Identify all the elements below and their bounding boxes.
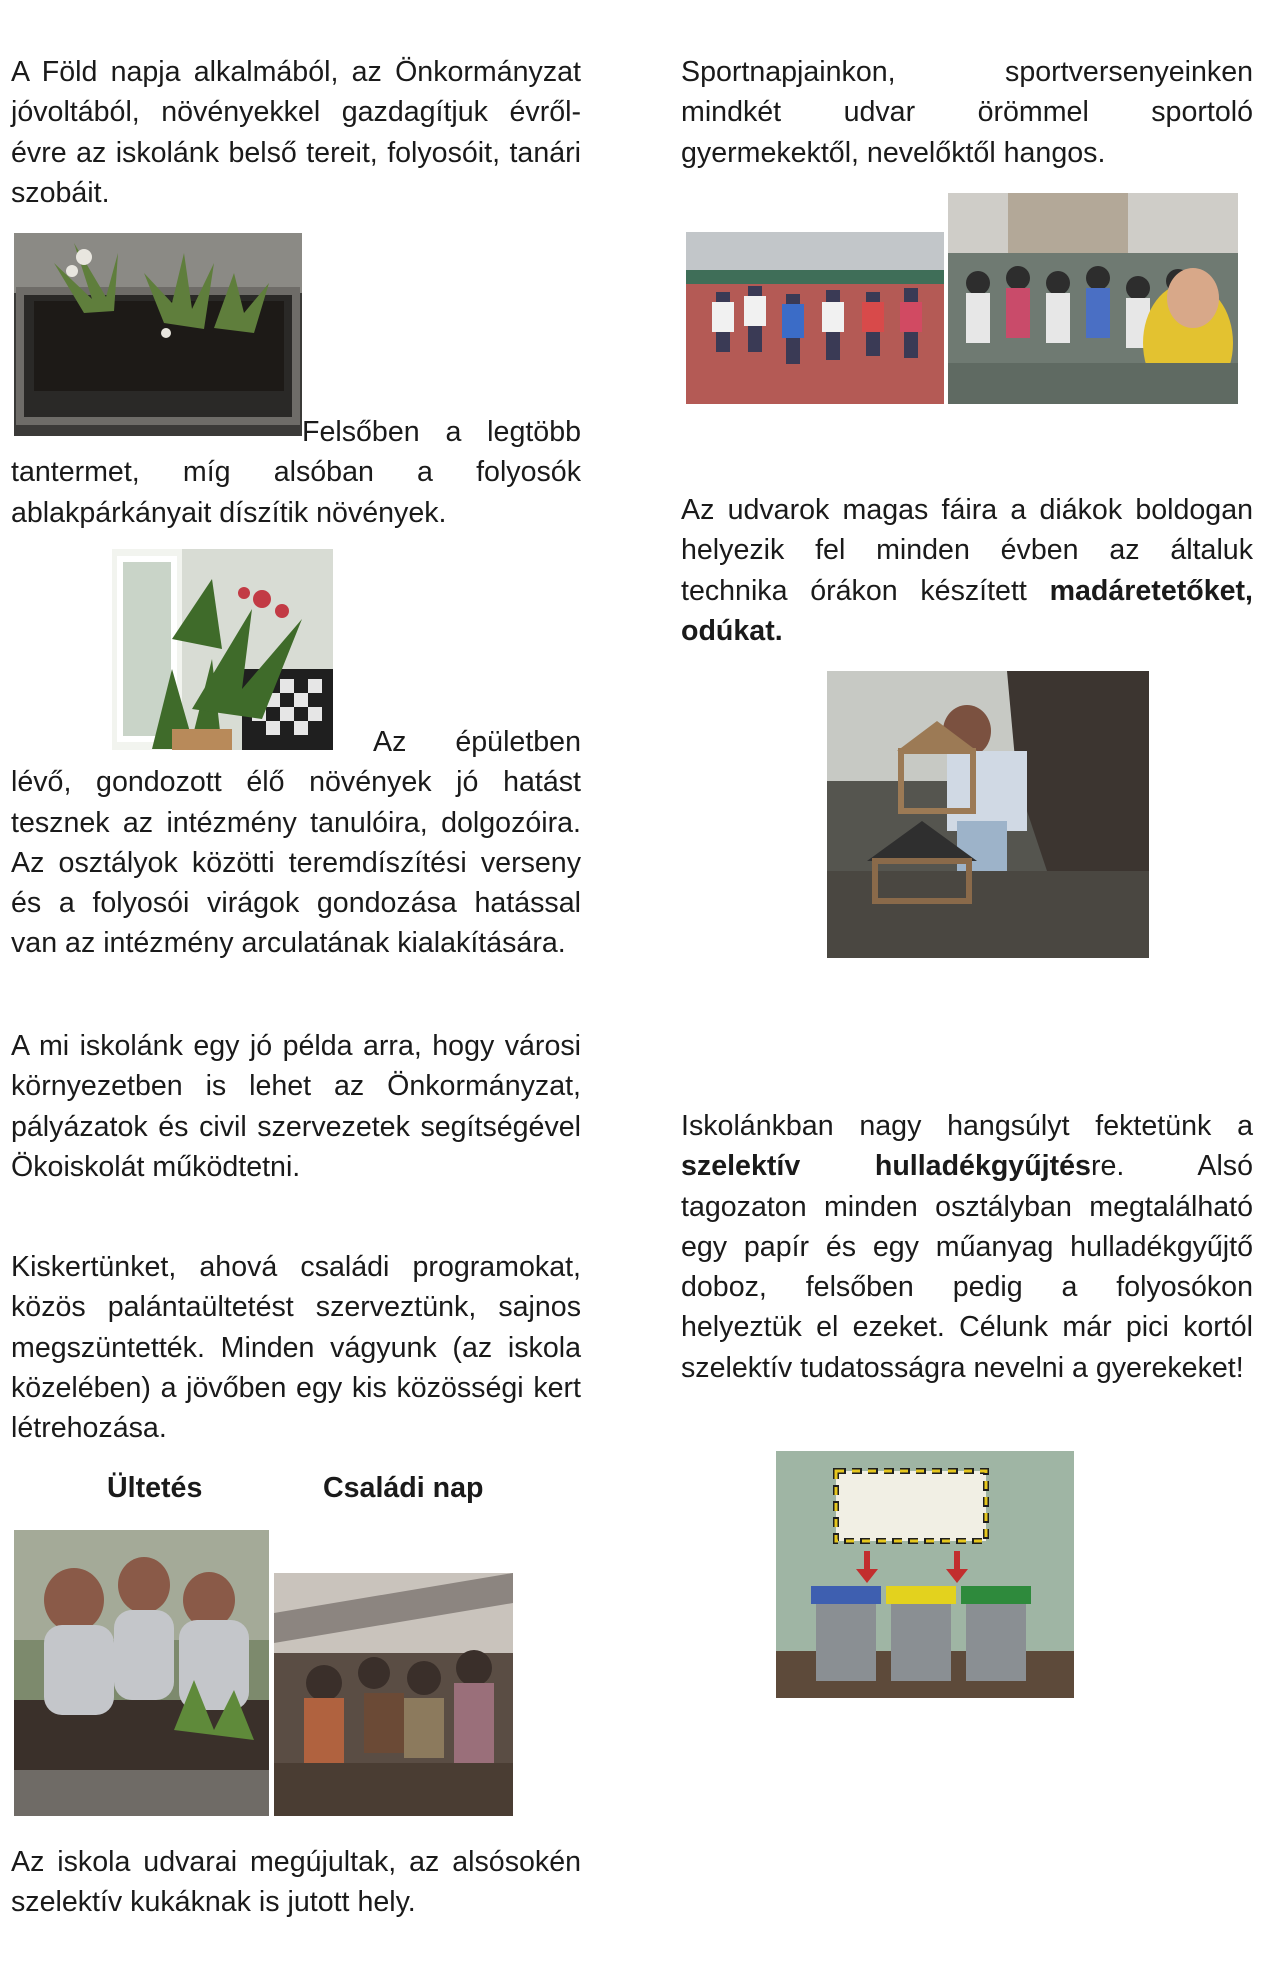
- photo-sports-day-1: [686, 232, 944, 404]
- caption-family-day: Családi nap: [323, 1472, 484, 1504]
- photo-window-plants: [112, 549, 333, 750]
- paragraph-upper-classes: Felsőben a legtöbb tantermet, míg alsóban a folyosók ablakpárkányait díszítik növények.: [11, 416, 581, 529]
- paragraph-garden: Kiskertünket, ahová családi programokat, közös palántaültetést szerveztünk, sajnos megszüntették. Minden vágyunk (az iskola közelében) a jövőben egy kis közösségi kert létrehozása.: [11, 1251, 581, 1445]
- caption-planting: Ültetés: [107, 1472, 203, 1504]
- photo-bird-feeder: [827, 671, 1149, 958]
- photo-sports-day-2: [948, 193, 1238, 404]
- paragraph-living-plants: Az épületben lévő, gondozott élő növények jó hatást tesznek az intézmény tanulóira, dolgozóira. Az osztályok közötti teremdíszítési verseny és a folyosói virágok gondozása hatással van az intézmény arculatának kialakítására.: [11, 726, 581, 960]
- paragraph-bird-feeders: [681, 490, 1253, 651]
- photo-plant-box: [14, 233, 302, 436]
- selective-waste-text-2: re. Alsó tagozaton minden osztályban megtalálható egy papír és egy műanyag hulladékgyűjtő doboz, felsőben pedig a folyosókon helyeztük el ezeket. Célunk már pici kortól szelektív tudatosságra nevelni a gyerekeket!: [681, 1150, 1253, 1384]
- paragraph-sports-days: Sportnapjainkon, sportversenyeinken mindkét udvar örömmel sportoló gyermekektől, nevelőktől hangos.: [681, 56, 1253, 169]
- selective-waste-text-1: Iskolánkban nagy hangsúlyt fektetünk a: [681, 1110, 1253, 1142]
- bird-feeders-text: Az udvarok magas fáira a diákok boldogan helyezik fel minden évben az általuk technika órákon készített: [681, 494, 1253, 607]
- paragraph-eco-school: A mi iskolánk egy jó példa arra, hogy városi környezetben is lehet az Önkormányzat, pályázatok és civil szervezetek segítségével Ökoiskolát működtetni.: [11, 1030, 581, 1183]
- photo-planting: [14, 1530, 269, 1816]
- bird-feeders-bold: madáretetőket, odúkat.: [681, 574, 1253, 647]
- selective-waste-bold: szelektív hulladékgyűjtés: [681, 1150, 1091, 1183]
- photo-family-day: [274, 1573, 513, 1816]
- paragraph-yards: Az iskola udvarai megújultak, az alsósokén szelektív kukáknak is jutott hely.: [11, 1846, 581, 1919]
- paragraph-earth-day: A Föld napja alkalmából, az Önkormányzat jóvoltából, növényekkel gazdagítjuk évről-évre az iskolánk belső tereit, folyosóit, tanári szobáit.: [11, 56, 581, 209]
- photo-recycling-bins: [776, 1451, 1074, 1698]
- paragraph-selective-waste: [681, 1106, 1253, 1388]
